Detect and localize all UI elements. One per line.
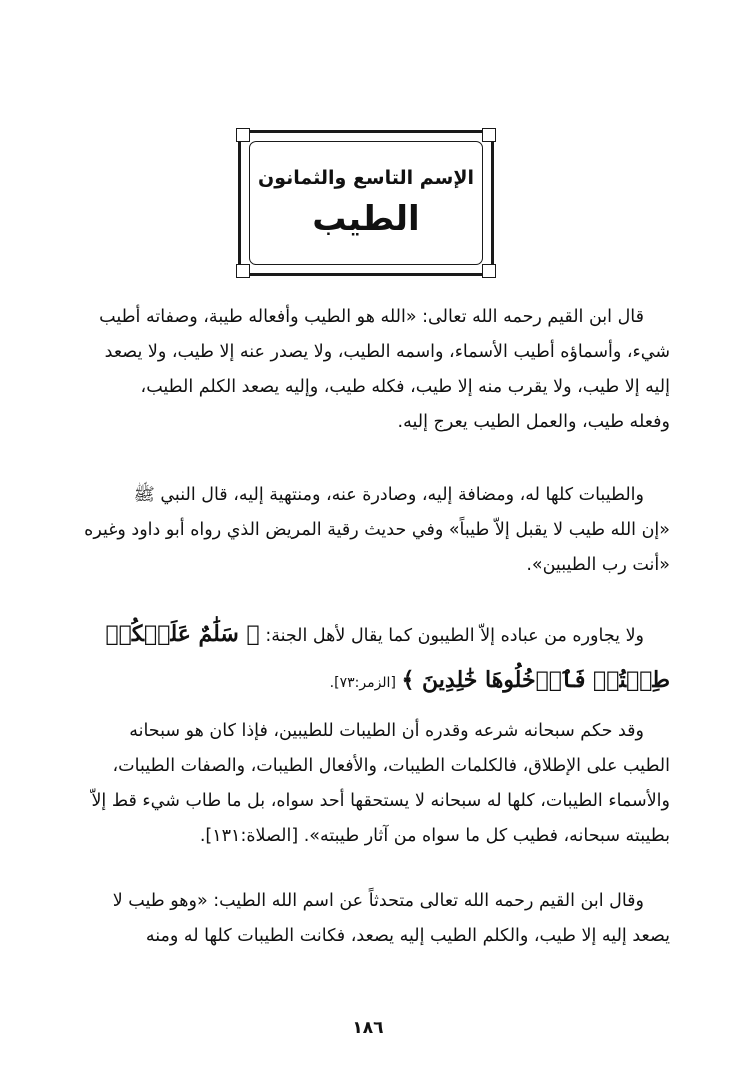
frame-corner-ornament [236,264,250,278]
text-line: «إن الله طيب لا يقبل إلاّ طيباً» وفي حديث رقية المريض الذي رواه أبو داود وغيره [84,520,670,540]
text-segment: ولا يجاوره من عباده إلاّ الطيبون كما يقال لأهل الجنة: [265,626,644,646]
frame-corner-ornament [482,264,496,278]
verse-reference: [الزمر:٧٣]. [329,675,396,691]
chapter-heading: الإسم التاسع والثمانون [257,167,475,189]
text-line: بطيبته سبحانه، فطيب كل ما سواه من آثار طيبته». [الصلاة:١٣١]. [199,826,670,846]
text-line: والطيبات كلها له، ومضافة إليه، وصادرة عنه، ومنتهية إليه، قال النبي ﷺ [133,485,644,505]
text-line: وقال ابن القيم رحمه الله تعالى متحدثاً عن اسم الله الطيب: «وهو طيب لا [112,891,644,911]
text-line: الطيب على الإطلاق، فالكلمات الطيبات، والأفعال الطيبات، والصفات الطيبات، [112,756,670,776]
title-frame [238,130,494,276]
text-line: وقد حكم سبحانه شرعه وقدره أن الطيبات للطيبين، فإذا كان هو سبحانه [129,721,644,741]
text-line: «أنت رب الطيبين». [526,555,670,575]
frame-corner-ornament [236,128,250,142]
text-line [66,612,670,658]
title-frame-inner [249,141,483,265]
text-line: شيء، وأسماؤه أطيب الأسماء، واسمه الطيب، ولا يصدر عنه إلا طيب، ولا يصعد [104,342,670,362]
quran-verse: ﴿ سَلَٰمٌ عَلَيۡكُمۡ [105,621,260,647]
text-line: يصعد إليه إلا طيب، والكلم الطيب إليه يصعد، فكانت الطيبات كلها له ومنه [145,926,670,946]
paragraph-3 [66,612,670,705]
frame-corner-ornament [482,128,496,142]
paragraph-2 [66,478,670,583]
text-line: قال ابن القيم رحمه الله تعالى: «الله هو الطيب وأفعاله طيبة، وصفاته أطيب [99,307,644,327]
chapter-title: الطيب [312,199,420,239]
text-line [66,658,670,705]
text-line: وفعله طيب، والعمل الطيب يعرج إليه. [397,412,670,432]
paragraph-4 [66,714,670,854]
page-number: ١٨٦ [352,1018,384,1038]
quran-verse: طِبۡتُمۡ فَٱدۡخُلُوهَا خَٰلِدِينَ ﴾ [401,667,670,693]
paragraph-1 [66,300,670,440]
text-line: والأسماء الطيبات، كلها له سبحانه لا يستحقها أحد سواه، بل ما طاب شيء قط إلاّ [91,791,670,811]
text-line: إليه إلا طيب، ولا يقرب منه إلا طيب، فكله طيب، وإليه يصعد الكلم الطيب، [140,377,670,397]
paragraph-5 [66,884,670,954]
